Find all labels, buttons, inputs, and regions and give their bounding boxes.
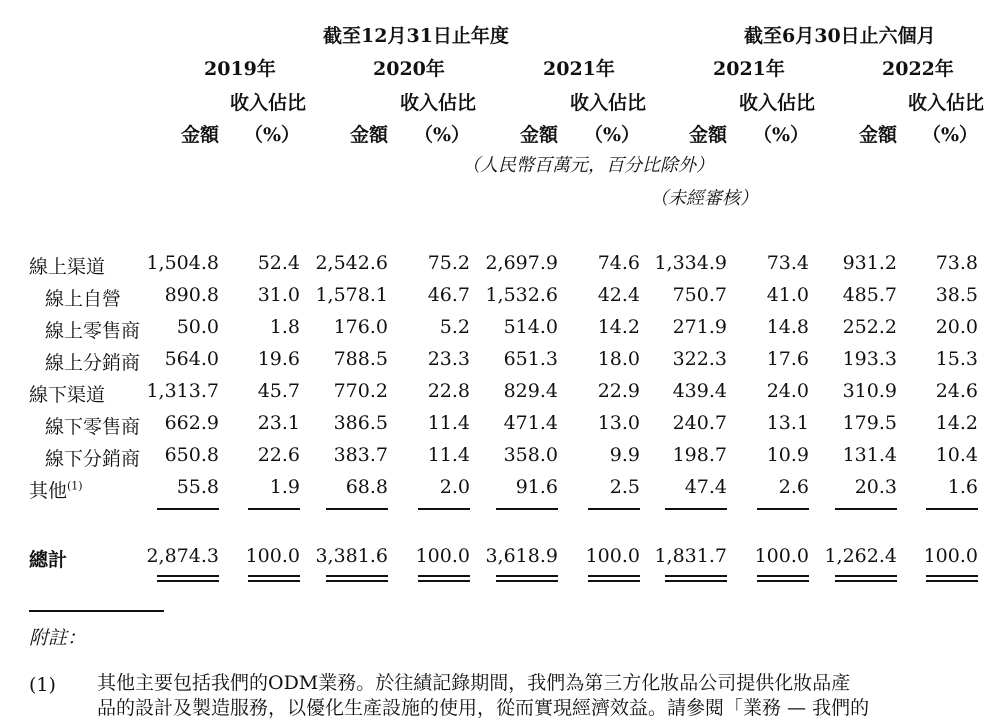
total-double-rule [326, 575, 388, 582]
pct-cell: 13.1 [766, 412, 809, 434]
amount-cell: 310.9 [842, 380, 897, 402]
pct-cell: 75.2 [427, 252, 470, 274]
pct-cell: 23.1 [257, 412, 300, 434]
amount-header: 金額 [688, 124, 727, 146]
pct-cell: 20.0 [935, 316, 978, 338]
pct-cell: 31.0 [257, 284, 300, 306]
total-double-rule [757, 575, 809, 582]
row-label-text: 線下渠道 [29, 384, 106, 406]
pct-cell: 74.6 [597, 252, 640, 274]
total-double-rule [496, 575, 558, 582]
pct-header-line1: 收入佔比 [570, 92, 647, 114]
amount-cell: 179.5 [842, 412, 897, 434]
pct-cell: 22.6 [257, 444, 300, 466]
year-header: 2021年 [713, 58, 785, 80]
pct-cell: 14.8 [766, 316, 809, 338]
row-label [45, 444, 140, 471]
pct-cell: 14.2 [935, 412, 978, 434]
total-pct-cell: 100.0 [415, 545, 470, 567]
pct-cell: 2.0 [439, 476, 470, 498]
total-amount-cell: 3,381.6 [315, 545, 388, 567]
row-label-text: 線上自營 [45, 288, 122, 310]
amount-cell: 650.8 [164, 444, 219, 466]
pct-cell: 45.7 [257, 380, 300, 402]
amount-cell: 386.5 [333, 412, 388, 434]
pct-cell: 19.6 [257, 348, 300, 370]
amount-cell: 829.4 [503, 380, 558, 402]
row-label [29, 252, 105, 279]
pct-cell: 13.0 [597, 412, 640, 434]
amount-cell: 383.7 [333, 444, 388, 466]
pct-header-line2: （%） [921, 124, 978, 146]
total-double-rule [248, 575, 300, 582]
subtotal-rule [665, 508, 727, 510]
row-label [45, 348, 140, 375]
pct-cell: 24.6 [935, 380, 978, 402]
amount-cell: 662.9 [164, 412, 219, 434]
amount-cell: 193.3 [842, 348, 897, 370]
pct-header-line1: 收入佔比 [230, 92, 307, 114]
note-1-line-2: 品的設計及製造服務，以優化生產設施的使用，從而實現經濟效益。請參閱「業務 — 我們的 [97, 697, 870, 719]
pct-cell: 5.2 [439, 316, 470, 338]
subtotal-rule [835, 508, 897, 510]
pct-cell: 10.9 [766, 444, 809, 466]
pct-header-line2: （%） [583, 124, 640, 146]
pct-cell: 17.6 [766, 348, 809, 370]
year-header: 2019年 [204, 58, 276, 80]
row-label-text: 其他 [29, 480, 68, 502]
note-1-line-1: 其他主要包括我們的ODM業務。於往績記錄期間，我們為第三方化妝品公司提供化妝品產 [97, 672, 851, 694]
amount-cell: 564.0 [164, 348, 219, 370]
amount-cell: 20.3 [854, 476, 897, 498]
amount-cell: 240.7 [672, 412, 727, 434]
notes-title: 附註： [29, 627, 87, 649]
pct-cell: 73.8 [935, 252, 978, 274]
row-label [45, 412, 140, 439]
subtotal-rule [496, 508, 558, 510]
amount-cell: 55.8 [176, 476, 219, 498]
total-pct-cell: 100.0 [923, 545, 978, 567]
pct-cell: 46.7 [427, 284, 470, 306]
pct-cell: 24.0 [766, 380, 809, 402]
amount-cell: 50.0 [176, 316, 219, 338]
subtotal-rule [326, 508, 388, 510]
subtotal-rule [757, 508, 809, 510]
amount-cell: 68.8 [345, 476, 388, 498]
pct-cell: 1.8 [269, 316, 300, 338]
amount-cell: 485.7 [842, 284, 897, 306]
total-label: 總計 [29, 549, 68, 571]
total-amount-cell: 1,262.4 [824, 545, 897, 567]
year-header: 2022年 [882, 58, 954, 80]
period-group-year-end: 截至12月31日止年度 [323, 25, 509, 47]
total-double-rule [157, 575, 219, 582]
pct-cell: 22.8 [427, 380, 470, 402]
total-double-rule [835, 575, 897, 582]
amount-cell: 198.7 [672, 444, 727, 466]
amount-cell: 750.7 [672, 284, 727, 306]
total-double-rule [588, 575, 640, 582]
total-double-rule [665, 575, 727, 582]
amount-cell: 788.5 [333, 348, 388, 370]
row-label [45, 284, 121, 311]
amount-cell: 770.2 [333, 380, 388, 402]
pct-header-line2: （%） [243, 124, 300, 146]
total-double-rule [926, 575, 978, 582]
amount-cell: 890.8 [164, 284, 219, 306]
row-label [29, 476, 83, 503]
amount-cell: 1,334.9 [654, 252, 727, 274]
total-pct-cell: 100.0 [754, 545, 809, 567]
row-label [29, 380, 105, 407]
amount-cell: 322.3 [672, 348, 727, 370]
pct-cell: 14.2 [597, 316, 640, 338]
amount-cell: 91.6 [515, 476, 558, 498]
pct-cell: 1.9 [269, 476, 300, 498]
subtotal-rule [248, 508, 300, 510]
pct-cell: 38.5 [935, 284, 978, 306]
amount-cell: 358.0 [503, 444, 558, 466]
total-pct-cell: 100.0 [245, 545, 300, 567]
pct-cell: 2.6 [778, 476, 809, 498]
pct-cell: 15.3 [935, 348, 978, 370]
amount-cell: 252.2 [842, 316, 897, 338]
pct-cell: 22.9 [597, 380, 640, 402]
pct-cell: 9.9 [609, 444, 640, 466]
pct-cell: 10.4 [935, 444, 978, 466]
period-group-six-month: 截至6月30日止六個月 [744, 25, 936, 47]
pct-cell: 11.4 [427, 412, 470, 434]
pct-cell: 11.4 [427, 444, 470, 466]
amount-cell: 471.4 [503, 412, 558, 434]
amount-cell: 131.4 [842, 444, 897, 466]
amount-cell: 514.0 [503, 316, 558, 338]
amount-header: 金額 [349, 124, 388, 146]
pct-cell: 2.5 [609, 476, 640, 498]
pct-cell: 42.4 [597, 284, 640, 306]
row-label-text: 線下零售商 [45, 416, 141, 438]
pct-cell: 52.4 [257, 252, 300, 274]
row-label [45, 316, 140, 343]
amount-cell: 1,532.6 [485, 284, 558, 306]
total-pct-cell: 100.0 [585, 545, 640, 567]
pct-cell: 18.0 [597, 348, 640, 370]
pct-header-line1: 收入佔比 [739, 92, 816, 114]
amount-cell: 1,504.8 [146, 252, 219, 274]
subtotal-rule [926, 508, 978, 510]
amount-cell: 271.9 [672, 316, 727, 338]
amount-cell: 1,578.1 [315, 284, 388, 306]
amount-header: 金額 [519, 124, 558, 146]
row-label-text: 線上零售商 [45, 320, 141, 342]
amount-header: 金額 [180, 124, 219, 146]
year-header: 2021年 [543, 58, 615, 80]
row-label-text: 線上渠道 [29, 256, 106, 278]
subtotal-rule [418, 508, 470, 510]
subtotal-rule [157, 508, 219, 510]
pct-cell: 1.6 [947, 476, 978, 498]
notes-separator [29, 610, 164, 612]
subtotal-rule [588, 508, 640, 510]
amount-cell: 47.4 [684, 476, 727, 498]
amount-cell: 2,697.9 [485, 252, 558, 274]
pct-cell: 41.0 [766, 284, 809, 306]
unaudited-note: （未經審核） [650, 188, 758, 209]
year-header: 2020年 [373, 58, 445, 80]
pct-cell: 23.3 [427, 348, 470, 370]
amount-cell: 2,542.6 [315, 252, 388, 274]
pct-cell: 73.4 [766, 252, 809, 274]
row-label-text: 線下分銷商 [45, 448, 141, 470]
row-label-text: 線上分銷商 [45, 352, 141, 374]
pct-header-line1: 收入佔比 [400, 92, 477, 114]
pct-header-line2: （%） [752, 124, 809, 146]
amount-cell: 1,313.7 [146, 380, 219, 402]
note-1-marker: (1) [29, 674, 56, 696]
total-amount-cell: 3,618.9 [485, 545, 558, 567]
total-amount-cell: 1,831.7 [654, 545, 727, 567]
total-amount-cell: 2,874.3 [146, 545, 219, 567]
pct-header-line1: 收入佔比 [908, 92, 985, 114]
amount-cell: 931.2 [842, 252, 897, 274]
footnote-ref: (1) [67, 479, 83, 493]
amount-cell: 439.4 [672, 380, 727, 402]
amount-header: 金額 [858, 124, 897, 146]
unit-note: （人民幣百萬元，百分比除外） [462, 155, 714, 176]
total-double-rule [418, 575, 470, 582]
amount-cell: 176.0 [333, 316, 388, 338]
amount-cell: 651.3 [503, 348, 558, 370]
pct-header-line2: （%） [413, 124, 470, 146]
